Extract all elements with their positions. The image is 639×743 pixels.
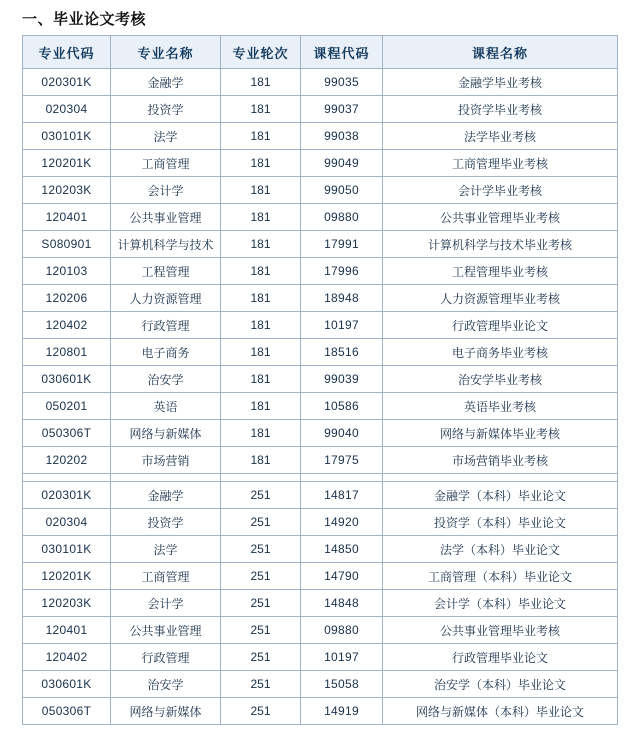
cell-course-name: 法学毕业考核 [383,123,618,150]
cell-course-code: 18516 [301,339,383,366]
cell-major-round: 251 [221,590,301,617]
cell-major-round: 251 [221,482,301,509]
cell-course-name: 行政管理毕业论文 [383,312,618,339]
table-row [23,312,618,339]
cell-major-round: 181 [221,339,301,366]
cell-course-name: 英语毕业考核 [383,393,618,420]
cell-major-round: 181 [221,258,301,285]
cell-course-name: 公共事业管理毕业考核 [383,617,618,644]
cell-major-round: 251 [221,698,301,725]
cell-major-name: 法学 [111,123,221,150]
cell-major-round: 181 [221,231,301,258]
cell-course-code: 14920 [301,509,383,536]
cell-course-code: 14919 [301,698,383,725]
cell-major-code: 120801 [23,339,111,366]
table-row [23,285,618,312]
cell-course-name: 投资学毕业考核 [383,96,618,123]
table-row [23,482,618,509]
cell-course-name: 治安学毕业考核 [383,366,618,393]
cell-major-code: 030601K [23,671,111,698]
table-row [23,509,618,536]
cell-major-name: 电子商务 [111,339,221,366]
cell-course-code: 14790 [301,563,383,590]
cell-major-code: 120103 [23,258,111,285]
cell-major-code: 050306T [23,698,111,725]
cell-course-code: 09880 [301,617,383,644]
cell-course-code: 10197 [301,644,383,671]
cell-course-name: 工程管理毕业考核 [383,258,618,285]
cell-course-code: 15058 [301,671,383,698]
cell-major-name: 金融学 [111,482,221,509]
thesis-assessment-table [22,35,618,725]
table-row [23,69,618,96]
cell-major-code: 020301K [23,482,111,509]
cell-course-name: 工商管理（本科）毕业论文 [383,563,618,590]
cell-major-name: 工商管理 [111,563,221,590]
cell-major-round: 181 [221,150,301,177]
table-body [23,69,618,725]
cell-course-code: 14848 [301,590,383,617]
cell-major-code: 020304 [23,509,111,536]
table-row [23,366,618,393]
cell-major-code: 120402 [23,312,111,339]
cell-major-round: 181 [221,285,301,312]
cell-course-code: 17996 [301,258,383,285]
cell-course-name: 会计学（本科）毕业论文 [383,590,618,617]
cell-course-name: 工商管理毕业考核 [383,150,618,177]
cell-course-name: 金融学（本科）毕业论文 [383,482,618,509]
table-row [23,177,618,204]
cell-major-code: 120201K [23,563,111,590]
cell-course-code: 10586 [301,393,383,420]
cell-major-name: 工商管理 [111,150,221,177]
cell-course-name: 行政管理毕业论文 [383,644,618,671]
cell-course-code: 99050 [301,177,383,204]
cell-major-round: 251 [221,536,301,563]
cell-course-code: 99038 [301,123,383,150]
table-row [23,644,618,671]
cell-course-code: 99037 [301,96,383,123]
cell-major-code: 120401 [23,617,111,644]
header-row [23,36,618,69]
table-row [23,447,618,474]
cell-course-name: 市场营销毕业考核 [383,447,618,474]
table-row [23,536,618,563]
cell-course-code: 99049 [301,150,383,177]
cell-course-name: 金融学毕业考核 [383,69,618,96]
page-title: 一、毕业论文考核 [22,11,147,28]
cell-course-name: 人力资源管理毕业考核 [383,285,618,312]
table-row [23,123,618,150]
cell-major-name: 会计学 [111,177,221,204]
cell-major-round: 251 [221,509,301,536]
cell-major-round: 251 [221,671,301,698]
table-row [23,563,618,590]
cell-major-name: 市场营销 [111,447,221,474]
group-separator-cell [23,474,111,482]
cell-major-name: 人力资源管理 [111,285,221,312]
table-container [0,35,639,725]
cell-course-name: 网络与新媒体（本科）毕业论文 [383,698,618,725]
cell-major-round: 181 [221,312,301,339]
cell-major-code: 120203K [23,177,111,204]
cell-course-code: 99035 [301,69,383,96]
table-row [23,258,618,285]
cell-major-code: 120206 [23,285,111,312]
cell-major-round: 181 [221,393,301,420]
cell-major-name: 治安学 [111,366,221,393]
cell-course-name: 网络与新媒体毕业考核 [383,420,618,447]
group-separator-cell [221,474,301,482]
cell-course-name: 计算机科学与技术毕业考核 [383,231,618,258]
group-separator-cell [383,474,618,482]
group-separator-cell [111,474,221,482]
cell-major-code: S080901 [23,231,111,258]
table-row [23,204,618,231]
table-row [23,617,618,644]
cell-major-round: 181 [221,447,301,474]
cell-major-name: 网络与新媒体 [111,420,221,447]
cell-major-code: 020301K [23,69,111,96]
cell-course-code: 14817 [301,482,383,509]
column-header-course-name: 课程名称 [383,36,618,69]
cell-major-name: 行政管理 [111,644,221,671]
cell-major-name: 投资学 [111,509,221,536]
table-row [23,671,618,698]
cell-major-code: 120203K [23,590,111,617]
cell-major-name: 工程管理 [111,258,221,285]
cell-major-round: 251 [221,644,301,671]
cell-major-code: 120402 [23,644,111,671]
table-row [23,231,618,258]
cell-major-round: 181 [221,204,301,231]
column-header-course-code: 课程代码 [301,36,383,69]
cell-major-code: 050306T [23,420,111,447]
table-row [23,150,618,177]
cell-major-name: 网络与新媒体 [111,698,221,725]
cell-major-name: 投资学 [111,96,221,123]
cell-course-name: 会计学毕业考核 [383,177,618,204]
cell-major-round: 181 [221,69,301,96]
cell-course-name: 投资学（本科）毕业论文 [383,509,618,536]
cell-major-name: 行政管理 [111,312,221,339]
cell-major-code: 120202 [23,447,111,474]
cell-course-code: 99039 [301,366,383,393]
cell-major-round: 181 [221,123,301,150]
cell-major-name: 英语 [111,393,221,420]
cell-major-name: 会计学 [111,590,221,617]
cell-course-name: 电子商务毕业考核 [383,339,618,366]
cell-course-code: 18948 [301,285,383,312]
cell-major-code: 030101K [23,123,111,150]
cell-major-name: 治安学 [111,671,221,698]
cell-major-code: 030601K [23,366,111,393]
cell-major-code: 050201 [23,393,111,420]
cell-course-code: 10197 [301,312,383,339]
group-separator-cell [301,474,383,482]
cell-major-round: 181 [221,366,301,393]
cell-course-code: 17991 [301,231,383,258]
table-row [23,393,618,420]
cell-course-name: 法学（本科）毕业论文 [383,536,618,563]
cell-major-name: 金融学 [111,69,221,96]
cell-major-round: 251 [221,617,301,644]
table-row [23,96,618,123]
cell-major-code: 120201K [23,150,111,177]
table-row [23,698,618,725]
table-row [23,590,618,617]
cell-course-code: 99040 [301,420,383,447]
column-header-major-round: 专业轮次 [221,36,301,69]
cell-major-name: 公共事业管理 [111,204,221,231]
table-header [23,36,618,69]
table-row [23,339,618,366]
cell-major-code: 030101K [23,536,111,563]
cell-major-round: 181 [221,420,301,447]
column-header-major-name: 专业名称 [111,36,221,69]
cell-major-code: 120401 [23,204,111,231]
cell-course-name: 治安学（本科）毕业论文 [383,671,618,698]
cell-major-round: 181 [221,177,301,204]
cell-course-code: 17975 [301,447,383,474]
cell-course-code: 09880 [301,204,383,231]
table-row [23,420,618,447]
cell-major-name: 计算机科学与技术 [111,231,221,258]
cell-major-name: 法学 [111,536,221,563]
cell-major-code: 020304 [23,96,111,123]
cell-major-name: 公共事业管理 [111,617,221,644]
group-separator-row [23,474,618,482]
column-header-major-code: 专业代码 [23,36,111,69]
cell-course-code: 14850 [301,536,383,563]
cell-major-round: 251 [221,563,301,590]
cell-course-name: 公共事业管理毕业考核 [383,204,618,231]
cell-major-round: 181 [221,96,301,123]
